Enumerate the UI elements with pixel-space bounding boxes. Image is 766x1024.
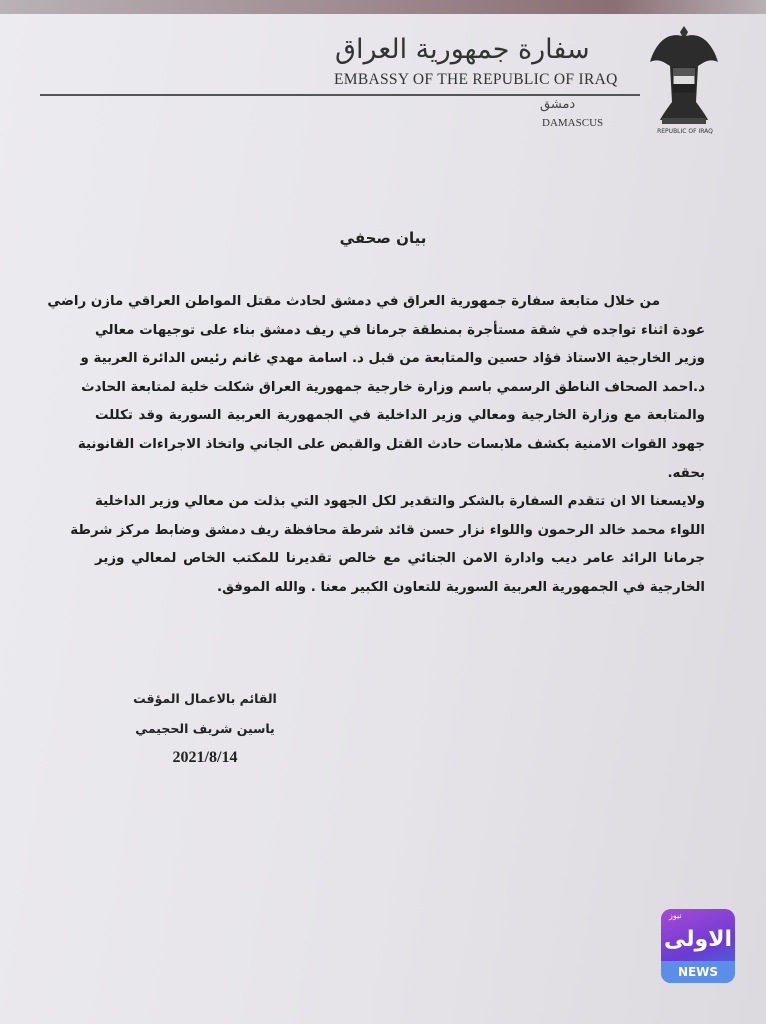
- embassy-name-arabic: سفارة جمهورية العراق: [335, 34, 590, 65]
- news-watermark-logo: [661, 909, 735, 983]
- body-line: د.احمد الصحاف الناطق الرسمي باسم وزارة خارجية جمهورية العراق شكلت خلية لمتابعة الحادث: [81, 379, 705, 395]
- signatory-name: ياسين شريف الحجيمي: [135, 721, 275, 736]
- watermark-news-text: NEWS: [661, 961, 735, 983]
- background-strip: [0, 0, 766, 14]
- city-arabic: دمشق: [540, 97, 576, 112]
- body-line: الخارجية في الجمهورية العربية السورية للتعاون الكبير معنا . والله الموفق.: [217, 579, 705, 595]
- body-line: جرمانا الرائد عامر ديب وادارة الامن الجنائي مع خالص تقديرنا للمكتب الخاص لمعالي وزير: [95, 551, 705, 567]
- document-body: [47, 288, 705, 603]
- body-line: بحقه.: [667, 465, 705, 481]
- city-english: DAMASCUS: [542, 117, 604, 129]
- body-line: والمتابعة مع وزارة الخارجية ومعالي وزير الداخلية في الجمهورية العربية السورية وقد تكللت: [95, 408, 705, 424]
- document-date: 2021/8/14: [172, 749, 238, 766]
- body-line: اللواء محمد خالد الرحمون واللواء نزار حسن قائد شرطة محافظة ريف دمشق وضابط مركز شرطة: [70, 522, 705, 538]
- signatory-position: القائم بالاعمال المؤقت: [133, 691, 277, 706]
- body-line: من خلال متابعة سفارة جمهورية العراق في دمشق لحادث مقتل المواطن العراقي مازن راضي: [47, 294, 660, 309]
- watermark-small-text: نيوز: [669, 911, 682, 920]
- header-divider: [40, 94, 640, 96]
- iraq-eagle-emblem-icon: [648, 22, 720, 126]
- emblem-caption: REPUBLIC OF IRAQ: [657, 128, 713, 135]
- body-line: عودة اثناء تواجده في شقة مستأجرة بمنطقة جرمانا في ريف دمشق بناء على توجيهات معالي: [95, 322, 705, 338]
- watermark-arabic-text: الاولى: [663, 927, 733, 952]
- document-title: بيان صحفي: [339, 229, 427, 247]
- body-line: وزير الخارجية الاستاذ فؤاد حسين والمتابعة من قبل د. اسامة مهدي غانم رئيس الدائرة العربية و: [80, 351, 705, 367]
- embassy-name-english: EMBASSY OF THE REPUBLIC OF IRAQ: [334, 71, 618, 88]
- body-line: ولايسعنا الا ان تتقدم السفارة بالشكر والتقدير لكل الجهود التي بذلت من معالي وزير الداخلية: [95, 494, 705, 510]
- body-line: جهود القوات الامنية بكشف ملابسات حادث القتل والقبض على الجاني واتخاذ الاجراءات القانونية: [77, 436, 705, 452]
